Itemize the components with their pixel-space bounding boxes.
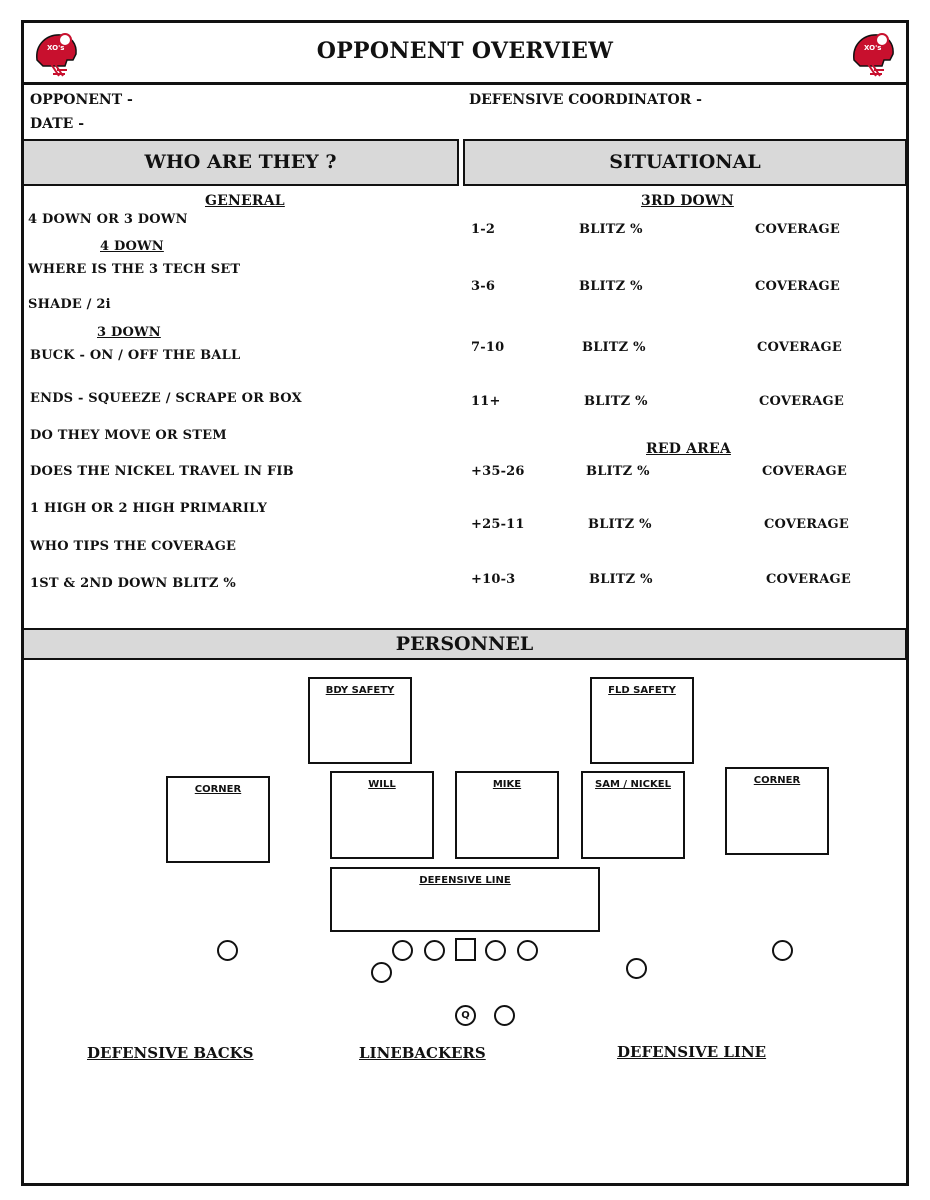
fld-safety-box[interactable] <box>590 677 694 764</box>
question-four-or-three[interactable]: 4 DOWN OR 3 DOWN <box>28 212 188 227</box>
will-label: WILL <box>368 779 396 790</box>
coverage-label[interactable]: COVERAGE <box>762 464 847 479</box>
fld-safety-label: FLD SAFETY <box>608 685 676 696</box>
personnel-heading: PERSONNEL <box>22 628 907 660</box>
question-ends[interactable]: ENDS - SQUEEZE / SCRAPE OR BOX <box>30 391 302 406</box>
svg-text:XO's: XO's <box>47 44 65 52</box>
bdy-safety-box[interactable] <box>308 677 412 764</box>
red-area-heading: RED AREA <box>646 441 731 457</box>
player-marker-circle <box>371 962 392 983</box>
coverage-label[interactable]: COVERAGE <box>764 517 849 532</box>
red-area-range: +10-3 <box>471 572 516 587</box>
page-title: OPPONENT OVERVIEW <box>316 38 614 64</box>
third-down-range: 1-2 <box>471 222 496 237</box>
coordinator-label[interactable]: DEFENSIVE COORDINATOR - <box>469 92 702 108</box>
third-down-range: 3-6 <box>471 279 496 294</box>
bdy-safety-label: BDY SAFETY <box>325 685 395 696</box>
sam-nickel-box[interactable] <box>581 771 685 859</box>
coverage-label[interactable]: COVERAGE <box>755 222 840 237</box>
date-label[interactable]: DATE - <box>30 116 85 132</box>
blitz-label[interactable]: BLITZ % <box>588 517 652 532</box>
question-tips[interactable]: WHO TIPS THE COVERAGE <box>30 539 237 554</box>
will-box[interactable] <box>330 771 434 859</box>
blitz-label[interactable]: BLITZ % <box>589 572 653 587</box>
blitz-label[interactable]: BLITZ % <box>586 464 650 479</box>
defensive-line-label: DEFENSIVE LINE <box>419 875 511 886</box>
coverage-label[interactable]: COVERAGE <box>759 394 844 409</box>
general-heading: GENERAL <box>205 193 285 209</box>
player-marker-circle <box>424 940 445 961</box>
question-high[interactable]: 1 HIGH OR 2 HIGH PRIMARILY <box>30 501 268 516</box>
question-blitz[interactable]: 1ST & 2ND DOWN BLITZ % <box>30 576 236 591</box>
four-down-heading: 4 DOWN <box>100 239 164 254</box>
coverage-label[interactable]: COVERAGE <box>757 340 842 355</box>
coverage-label[interactable]: COVERAGE <box>755 279 840 294</box>
corner-left-box[interactable] <box>166 776 270 863</box>
who-are-they-heading: WHO ARE THEY ? <box>22 139 459 186</box>
linebackers-label[interactable]: LINEBACKERS <box>359 1044 486 1062</box>
player-marker-circle <box>626 958 647 979</box>
defensive-line-box[interactable] <box>330 867 600 932</box>
defensive-line-footer-label[interactable]: DEFENSIVE LINE <box>617 1043 767 1061</box>
mike-box[interactable] <box>455 771 559 859</box>
three-down-heading: 3 DOWN <box>97 325 161 340</box>
blitz-label[interactable]: BLITZ % <box>579 279 643 294</box>
quarterback-marker: Q <box>455 1005 476 1026</box>
opponent-label[interactable]: OPPONENT - <box>30 92 133 108</box>
corner-label: CORNER <box>194 784 242 795</box>
center-marker-square <box>455 938 476 961</box>
question-nickel[interactable]: DOES THE NICKEL TRAVEL IN FIB <box>30 464 294 479</box>
question-stem[interactable]: DO THEY MOVE OR STEM <box>30 428 227 443</box>
svg-text:XO's: XO's <box>864 44 882 52</box>
question-shade[interactable]: SHADE / 2i <box>28 297 111 312</box>
blitz-label[interactable]: BLITZ % <box>584 394 648 409</box>
corner-label: CORNER <box>753 775 801 786</box>
coverage-label[interactable]: COVERAGE <box>766 572 851 587</box>
player-marker-circle <box>485 940 506 961</box>
player-marker-circle <box>217 940 238 961</box>
third-down-range: 11+ <box>471 394 501 409</box>
blitz-label[interactable]: BLITZ % <box>579 222 643 237</box>
player-marker-circle <box>494 1005 515 1026</box>
mike-label: MIKE <box>492 779 522 790</box>
divider <box>21 82 909 85</box>
red-area-range: +25-11 <box>471 517 525 532</box>
question-buck[interactable]: BUCK - ON / OFF THE BALL <box>30 348 241 363</box>
situational-heading: SITUATIONAL <box>463 139 907 186</box>
player-marker-circle <box>517 940 538 961</box>
defensive-backs-label[interactable]: DEFENSIVE BACKS <box>87 1044 254 1062</box>
third-down-heading: 3RD DOWN <box>641 193 734 209</box>
red-area-range: +35-26 <box>471 464 525 479</box>
sam-nickel-label: SAM / NICKEL <box>595 779 671 790</box>
player-marker-circle <box>772 940 793 961</box>
player-marker-circle <box>392 940 413 961</box>
third-down-range: 7-10 <box>471 340 505 355</box>
question-three-tech[interactable]: WHERE IS THE 3 TECH SET <box>28 262 241 277</box>
blitz-label[interactable]: BLITZ % <box>582 340 646 355</box>
corner-right-box[interactable] <box>725 767 829 855</box>
